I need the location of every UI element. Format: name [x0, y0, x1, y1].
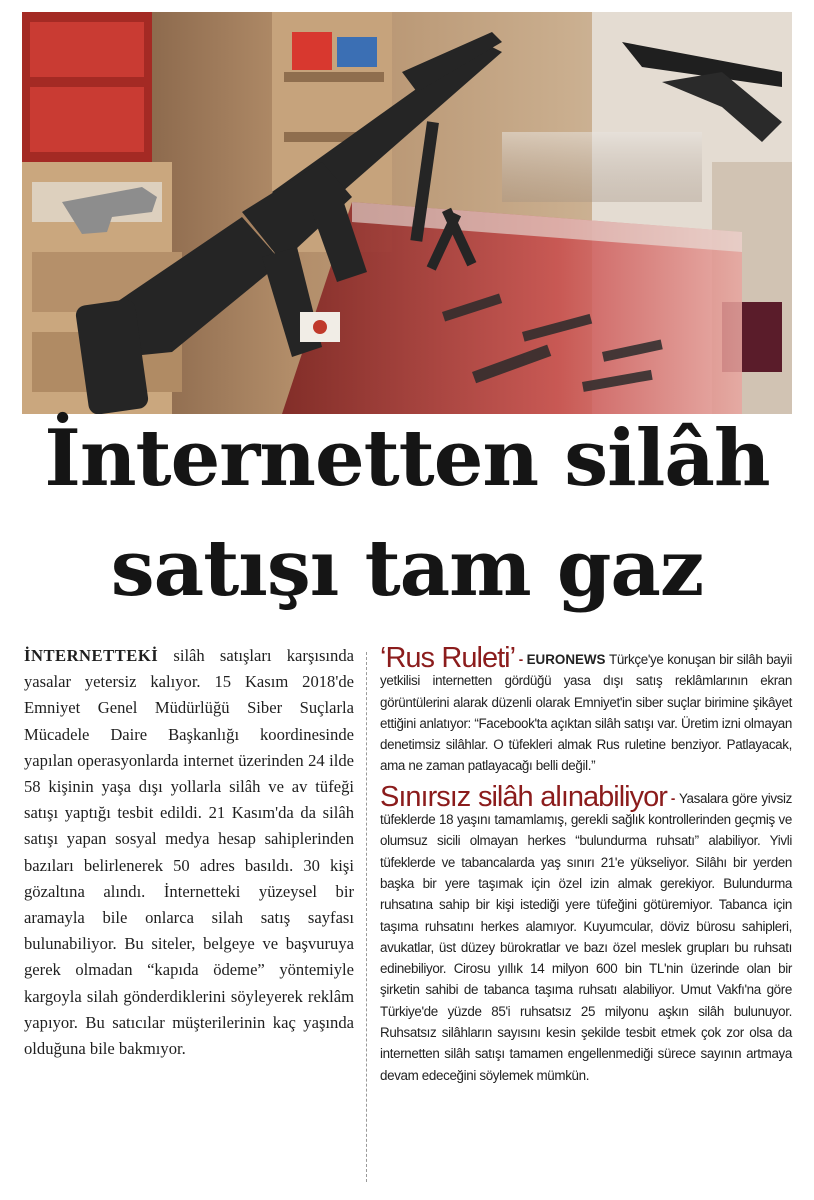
rifle-in-gun-shop-photo: [22, 12, 792, 414]
section-rus-ruleti-body: Türkçe'ye konuşan bir silâh bayii yetkilisi internetten gördüğü yasa dışı satış reklâmlarının ekran görüntülerini alarak düzenli olarak Emniyet'in siber suçlar birimine şikâyet ettiğini anlatıyor: “Facebook'ta açıktan silâh satışı var. Üretim izni olmayan denetimsiz silâhlar. O tüfekleri almak Rus ruletine benziyor. Patlayacak, ama ne zaman patlayacağı belli değil.”: [380, 652, 792, 774]
subheading-dash: -: [666, 790, 679, 806]
right-column: [380, 642, 792, 1086]
source-label: EURONEWS: [526, 652, 606, 667]
subheading-dash: -: [515, 652, 527, 667]
subheading-sinirsiz-silah: Sınırsız silâh alınabiliyor: [380, 780, 667, 813]
left-column: [24, 643, 354, 1062]
article-photo: [22, 12, 792, 414]
lead-word: İNTERNETTEKİ: [24, 646, 159, 665]
section-rus-ruleti: [380, 642, 792, 777]
subheading-rus-ruleti: ‘Rus Ruleti’: [380, 642, 516, 674]
left-column-body: silâh satışları karşısında yasalar yetersiz kalıyor. 15 Kasım 2018'de Emniyet Genel Müdürlüğü Siber Suçlarla Mücadele Daire Başkanlığı koordinesinde yapılan operasyonlarda internet üzerinden 24 ilde 58 kişinin yaşa dışı yollarla silâh ve av tüfeği satışı yaptığı tesbit edildi. 21 Kasım'da da silâh satışı yapan sosyal medya hesap sahiplerinden bazıları belirlenerek 50 adres basıldı. 30 kişi gözaltına alındı. İnternetteki yüzeysel bir aramayla bile onlarca silah satış sayfası bulunabiliyor. Bu siteler, belgeye ve başvuruya gerek olmadan “kapıda ödeme” yöntemiyle kargoyla silah gönderdiklerini söyleyerek reklâm yapıyor. Bu satıcılar müşterilerinin kaç yaşında olduğuna bile bakmıyor.: [24, 646, 354, 1059]
headline-line-2: satışı tam gaz: [110, 523, 704, 614]
headline-line-1: İnternetten silâh: [44, 413, 770, 504]
headline: [0, 412, 814, 614]
section-sinirsiz-silah: [380, 780, 792, 1086]
section-sinirsiz-silah-body: Yasalara göre yivsiz tüfeklerde 18 yaşını tamamlamış, gerekli sağlık kontrollerinden geçmiş ve olumsuz sicili olmayan herkes “bulundurma ruhsatı” alabiliyor. Yivli tüfeklerde ve tabancalarda yaş sınırı 21'e yükseliyor. Silâhı bir yerden başka bir yere taşımak için özel izin almak gerekiyor. Bulundurma ruhsatına sahip bir kişi istediği yere tüfeğini götüremiyor. Tabanca için taşıma ruhsatını herkes alamıyor. Kuyumcular, döviz bürosu sahipleri, avukatlar, üst düzey bürokratlar ve bazı özel meslek grupları bu ruhsatı edinebiliyor. Cirosu yıllık 14 milyon 600 bin TL'nin üzerinde olan bir şirketin sahibi de tabanca taşıma ruhsatı alabiliyor. Umut Vakfı'na göre Türkiye'de yüzde 85'i ruhsatsız 25 milyonu aşkın silâh bulunuyor. Ruhsatsız silâhların sayısını kesin şekilde tesbit etmek çok zor olsa da internetten silâh satışı tamamen engellenmediği sürece sayının artmaya devam edeceğini söylemek mümkün.: [380, 790, 792, 1083]
column-divider: [366, 652, 367, 1182]
